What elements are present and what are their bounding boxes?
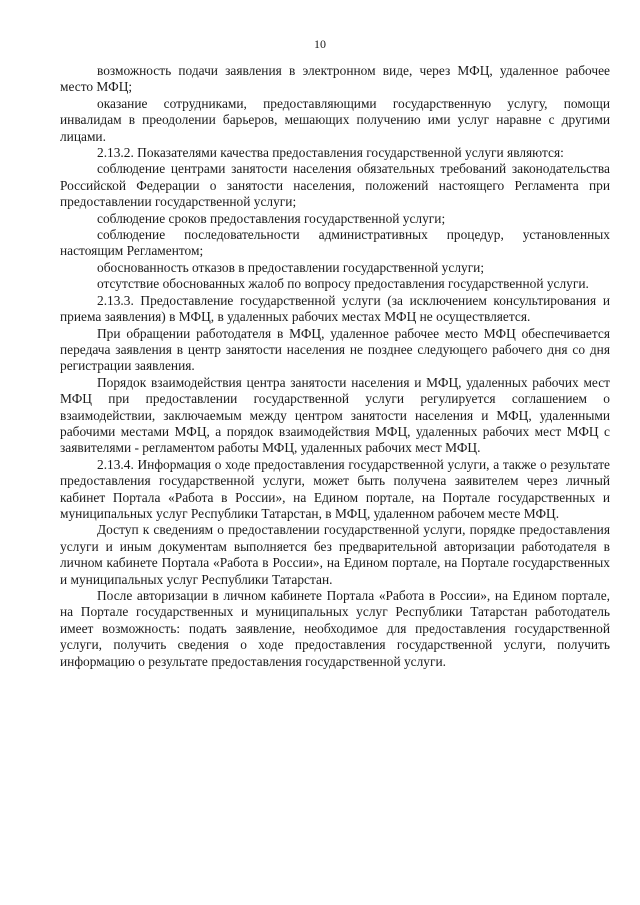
paragraph: оказание сотрудниками, предоставляющими государственную услугу, помощи инвалидам в преодолении барьеров, мешающих получению ими услуг наравне с другими лицами. [60, 95, 610, 144]
paragraph: 2.13.3. Предоставление государственной услуги (за исключением консультирования и приема заявления) в МФЦ, в удаленных рабочих местах МФЦ не осуществляется. [60, 292, 610, 325]
paragraph: 2.13.4. Информация о ходе предоставления государственной услуги, а также о результате предоставления государственной услуги, может быть получена заявителем через личный кабинет Портала «Работа в России», на Едином портале, на Портале государственных и муниципальных услуг Республики Татарстан, в МФЦ, удаленном рабочем месте МФЦ. [60, 456, 610, 521]
paragraph: Доступ к сведениям о предоставлении государственной услуги, порядке предоставления услуги и иным документам выполняется без предварительной авторизации работодателя в личном кабинете Портала «Работа в России», на Едином портале, на Портале государственных и муниципальных услуг Республики Татарстан. [60, 522, 610, 587]
paragraph: отсутствие обоснованных жалоб по вопросу предоставления государственной услуги. [97, 276, 589, 292]
paragraph: При обращении работодателя в МФЦ, удаленное рабочее место МФЦ обеспечивается передача заявления в центр занятости населения не позднее следующего рабочего дня со дня регистрации заявления. [60, 325, 610, 374]
document-body [60, 63, 610, 670]
paragraph: соблюдение центрами занятости населения обязательных требований законодательства Российской Федерации о занятости населения, положений настоящего Регламента при предоставлении государственной услуги; [60, 161, 610, 210]
paragraph: После авторизации в личном кабинете Портала «Работа в России», на Едином портале, на Портале государственных и муниципальных услуг Республики Татарстан работодатель имеет возможность: подать заявление, необходимое для предоставления государственной услуги, получить сведения о ходе предоставления государственной услуги, получить информацию о результате предоставления государственной услуги. [60, 588, 610, 669]
paragraph: возможность подачи заявления в электронном виде, через МФЦ, удаленное рабочее место МФЦ; [60, 63, 610, 95]
page-number: 10 [314, 37, 326, 51]
paragraph: Порядок взаимодействия центра занятости населения и МФЦ, удаленных рабочих мест МФЦ при предоставлении государственной услуги регулируется соглашением о взаимодействии, заключаемым между центром занятости населения и МФЦ, удаленными рабочими местами МФЦ, а порядок взаимодействия МФЦ, удаленных рабочих мест МФЦ с заявителями - регламентом работы МФЦ, удаленных рабочих мест МФЦ. [60, 374, 610, 456]
paragraph: обоснованность отказов в предоставлении государственной услуги; [97, 259, 485, 275]
paragraph: 2.13.2. Показателями качества предоставления государственной услуги являются: [97, 145, 564, 161]
paragraph: соблюдение сроков предоставления государственной услуги; [97, 210, 446, 226]
paragraph: соблюдение последовательности административных процедур, установленных настоящим Регламентом; [60, 227, 610, 259]
